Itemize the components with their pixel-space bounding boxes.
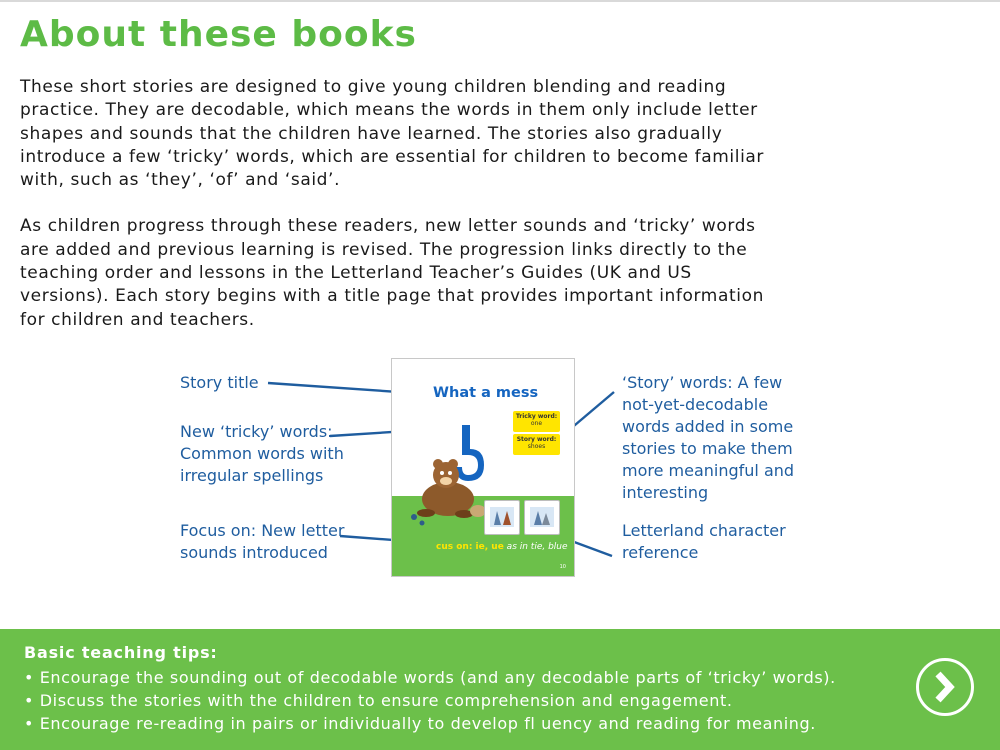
book-title-page-thumbnail	[391, 358, 575, 577]
next-page-button[interactable]	[916, 658, 974, 716]
intro-paragraph: As children progress through these readers, new letter sounds and ‘tricky’ words are added and previous learning is revised. The progression links directly to the teaching order and lessons in the Letterland Teacher’s Guides (UK and US versions). Each story begins with a title page that provides important information for children and teachers.	[20, 216, 764, 330]
callout-story-words	[622, 372, 794, 504]
story-word-label: Story word:	[516, 436, 557, 443]
book-story-title: What a mess	[433, 385, 539, 401]
callout-line: ‘Story’ words: A few	[622, 373, 783, 392]
book-focus-line	[436, 542, 568, 552]
callout-line: Letterland character	[622, 521, 786, 540]
tip-item: • Discuss the stories with the children to ensure comprehension and engagement.	[24, 691, 733, 711]
intro-text	[20, 76, 780, 332]
character-card	[524, 500, 560, 535]
book-page-number: 10	[559, 564, 566, 570]
callout-line: reference	[622, 543, 699, 562]
focus-example: as in tie, blue	[503, 542, 568, 552]
tip-item: • Encourage the sounding out of decodable words (and any decodable parts of ‘tricky’ words).	[24, 668, 836, 687]
page-title: About these books	[20, 14, 417, 55]
story-word: shoes	[527, 443, 546, 450]
callout-tricky-words	[180, 421, 344, 487]
top-divider	[0, 0, 1000, 2]
chevron-right-icon	[919, 661, 971, 713]
tricky-word: one	[530, 420, 543, 427]
tricky-word-box	[513, 411, 560, 432]
callout-line: Common words with	[180, 444, 344, 463]
intro-paragraph: These short stories are designed to give young children blending and reading practice. They are decodable, which means the words in them only include letter shapes and sounds that the children have learned. The stories also gradually introduce a few ‘tricky’ words, which are essential for children to become familiar with, such as ‘they’, ‘of’ and ‘said’.	[20, 77, 764, 191]
callout-line: Focus on: New letter	[180, 521, 345, 540]
tips-list	[24, 666, 836, 736]
callout-line: words added in some	[622, 417, 794, 436]
callout-line: interesting	[622, 483, 709, 502]
callout-line: not-yet-decodable	[622, 395, 769, 414]
character-card	[484, 500, 520, 535]
book-anatomy-figure	[0, 350, 1000, 590]
story-word-box	[513, 434, 560, 455]
callout-focus-on	[180, 520, 344, 564]
callout-character-reference	[622, 520, 786, 564]
character-reference-cards	[484, 500, 560, 535]
teaching-tips-bar	[0, 629, 1000, 750]
tricky-word-label: Tricky word:	[515, 413, 558, 420]
callout-line: New ‘tricky’ words:	[180, 422, 333, 441]
callout-line: stories to make them	[622, 439, 793, 458]
callout-line: irregular spellings	[180, 466, 324, 485]
tip-item: • Encourage re-reading in pairs or individually to develop fl uency and reading for meaning.	[24, 714, 816, 734]
callout-line: sounds introduced	[180, 543, 328, 562]
tips-heading: Basic teaching tips:	[24, 643, 218, 662]
focus-sounds: cus on: ie, ue	[436, 542, 504, 552]
callout-line: more meaningful and	[622, 461, 795, 480]
callout-story-title: Story title	[180, 373, 259, 392]
